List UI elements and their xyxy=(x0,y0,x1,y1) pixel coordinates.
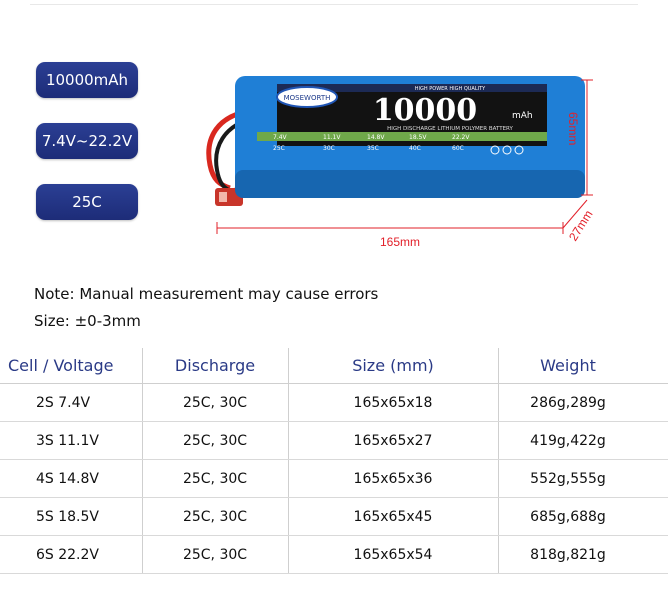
svg-text:40C: 40C xyxy=(409,145,421,152)
svg-text:30C: 30C xyxy=(323,145,335,152)
discharge-cell: 25C, 30C xyxy=(182,432,248,449)
svg-text:7.4V: 7.4V xyxy=(273,134,287,141)
voltage-cell: 5S 18.5V xyxy=(36,508,99,525)
weight-cell: 286g,289g xyxy=(530,394,606,411)
discharge-cell: 25C, 30C xyxy=(182,394,248,411)
header-cell-weight: Weight xyxy=(540,356,596,375)
brand-text: MOSEWORTH xyxy=(283,94,331,102)
size-cell: 165x65x54 xyxy=(353,546,433,563)
weight-cell: 552g,555g xyxy=(530,470,606,487)
size-cell: 165x65x27 xyxy=(353,432,433,449)
discharge-cell: 25C, 30C xyxy=(182,546,248,563)
svg-text:25C: 25C xyxy=(273,145,285,152)
header-cell-voltage: Cell / Voltage xyxy=(8,356,114,375)
voltage-cell: 2S 7.4V xyxy=(36,394,91,411)
depth-label: 27mm xyxy=(566,207,596,244)
weight-cell: 818g,821g xyxy=(530,546,606,563)
svg-text:HIGH DISCHARGE LITHIUM POLYMER: HIGH DISCHARGE LITHIUM POLYMER BATTERY xyxy=(387,126,513,132)
table-header-row xyxy=(0,348,668,384)
table-row xyxy=(0,498,668,536)
height-label: 65mm xyxy=(566,112,580,146)
voltage-cell: 3S 11.1V xyxy=(36,432,99,449)
svg-text:14.8V: 14.8V xyxy=(367,134,385,141)
size-cell: 165x65x45 xyxy=(353,508,433,525)
size-cell: 165x65x18 xyxy=(353,394,433,411)
top-divider xyxy=(30,4,638,5)
voltage-badge: 7.4V~22.2V xyxy=(36,123,138,159)
svg-text:mAh: mAh xyxy=(512,111,533,121)
table-row xyxy=(0,536,668,574)
svg-text:22.2V: 22.2V xyxy=(452,134,470,141)
discharge-badge: 25C xyxy=(36,184,138,220)
voltage-cell: 6S 22.2V xyxy=(36,546,99,563)
measurement-note: Note: Manual measurement may cause errors xyxy=(34,285,379,303)
table-row xyxy=(0,460,668,498)
battery-capacity-text: 10000 xyxy=(372,93,478,128)
table-row xyxy=(0,422,668,460)
size-cell: 165x65x36 xyxy=(353,470,433,487)
discharge-cell: 25C, 30C xyxy=(182,470,248,487)
svg-text:35C: 35C xyxy=(367,145,379,152)
header-cell-size: Size (mm) xyxy=(352,356,434,375)
header-cell-discharge: Discharge xyxy=(174,356,256,375)
capacity-badge: 10000mAh xyxy=(36,62,138,98)
svg-text:18.5V: 18.5V xyxy=(409,134,427,141)
length-label: 165mm xyxy=(380,235,421,249)
svg-text:HIGH POWER HIGH QUALITY: HIGH POWER HIGH QUALITY xyxy=(414,86,486,92)
discharge-cell: 25C, 30C xyxy=(182,508,248,525)
table-row xyxy=(0,384,668,422)
size-tolerance-note: Size: ±0-3mm xyxy=(34,312,141,330)
weight-cell: 419g,422g xyxy=(530,432,606,449)
spec-table xyxy=(0,348,668,574)
voltage-cell: 4S 14.8V xyxy=(36,470,99,487)
svg-text:11.1V: 11.1V xyxy=(323,134,341,141)
svg-text:60C: 60C xyxy=(452,145,464,152)
weight-cell: 685g,688g xyxy=(530,508,606,525)
